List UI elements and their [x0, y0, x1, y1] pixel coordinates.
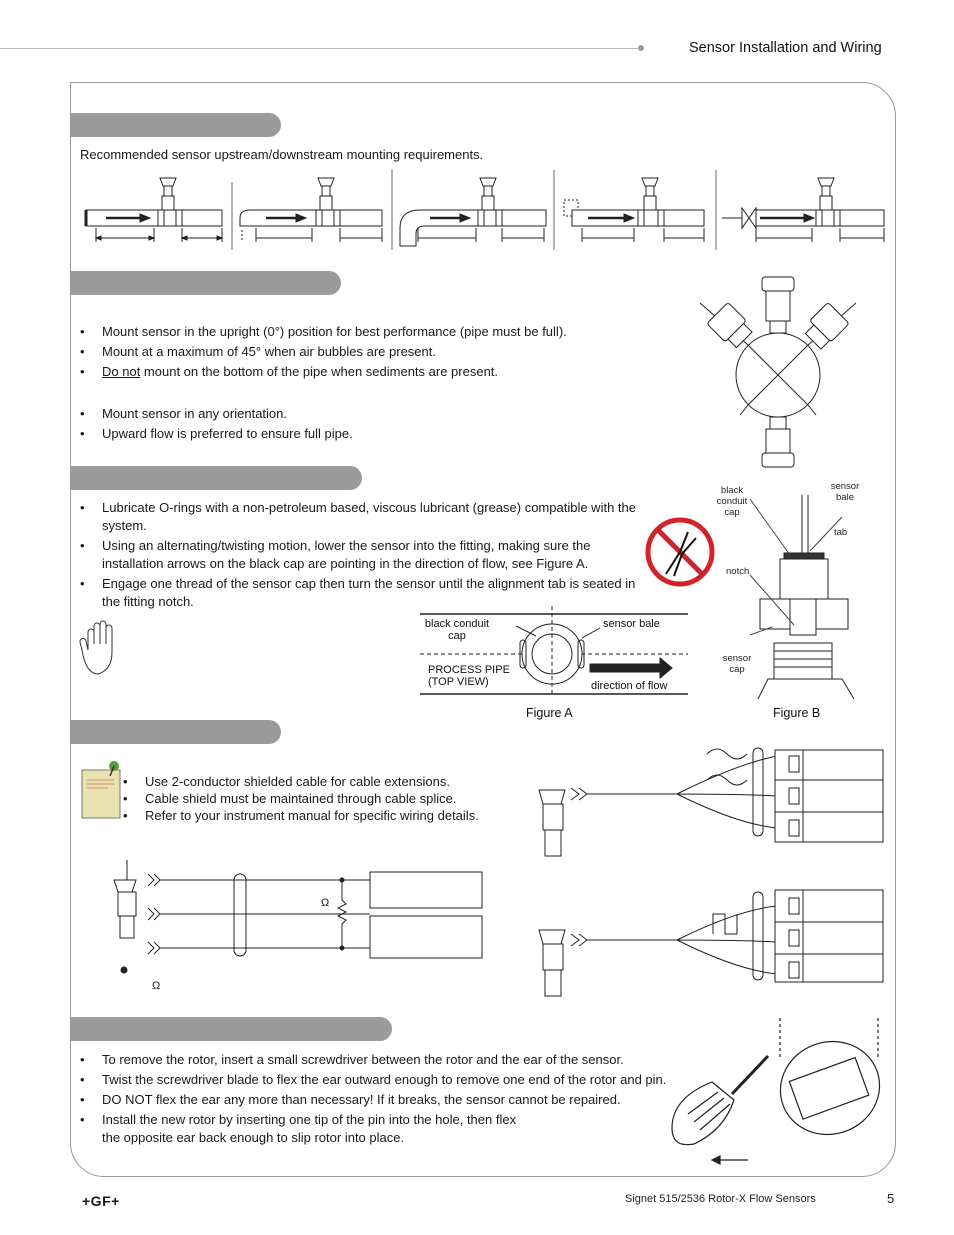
section-bar-wiring — [71, 720, 281, 744]
figb-black-conduit-cap-label: black conduit cap — [716, 485, 748, 518]
resistor-omega-label: Ω — [321, 897, 330, 909]
position-bullet: • Mount sensor in the upright (0°) position for best performance (pipe must be full). — [80, 323, 680, 341]
no-pliers-icon — [644, 516, 716, 588]
header-rule-dot — [638, 45, 644, 51]
sensor-wiring-diagrams — [527, 740, 887, 1020]
installation-bullet: • Using an alternating/twisting motion, lower the sensor into the fitting, making sure the installation arrows on the black cap are pointing in the direction of flow, see Figure A. — [80, 537, 640, 573]
wiring-bullet: • Use 2-conductor shielded cable for cable extensions. — [123, 773, 523, 790]
rotor-replacement-bullets — [80, 1051, 720, 1149]
page-header-title: Sensor Installation and Wiring — [689, 40, 882, 56]
figb-sensor-cap-label: sensor cap — [722, 653, 752, 675]
pinned-note-icon — [78, 758, 124, 820]
figb-tab-label: tab — [834, 527, 848, 538]
header-rule — [0, 48, 640, 49]
wiring-bullets — [123, 773, 523, 824]
position-bullet-rest: mount on the bottom of the pipe when sediments are present. — [140, 364, 499, 379]
figa-direction-label: direction of flow — [591, 680, 668, 692]
footer-product-name: Signet 515/2536 Rotor-X Flow Sensors — [625, 1193, 816, 1205]
section-bar-location — [71, 113, 281, 137]
do-not-emphasis: Do not — [102, 364, 141, 379]
rotor-bullet: • DO NOT flex the ear any more than necessary! If it breaks, the sensor cannot be repaired. — [80, 1091, 720, 1109]
installation-bullets — [80, 499, 640, 613]
installation-bullet: • Engage one thread of the sensor cap then turn the sensor until the alignment tab is seated in the fitting notch. — [80, 575, 640, 611]
figb-notch-label: notch — [726, 566, 750, 577]
figure-b-caption: Figure B — [773, 706, 821, 720]
rotor-bullet: • Twist the screwdriver blade to flex the ear outward enough to remove one end of the rotor and pin. — [80, 1071, 720, 1089]
figure-a-caption: Figure A — [526, 706, 573, 720]
wiring-bullet: • Cable shield must be maintained through cable splice. — [123, 790, 523, 807]
wiring-bullet: • Refer to your instrument manual for specific wiring details. — [123, 807, 523, 824]
mounting-angle-diagram — [700, 275, 870, 475]
position-bullet — [80, 363, 680, 381]
rotor-bullet: • To remove the rotor, insert a small screwdriver between the rotor and the ear of the sensor. — [80, 1051, 720, 1069]
position-bullet: • Mount sensor in any orientation. — [80, 405, 680, 423]
position-bullets-horizontal — [80, 323, 680, 383]
page-number: 5 — [887, 1191, 895, 1206]
pipe-run-diagrams — [78, 170, 898, 260]
section-bar-position — [71, 271, 341, 295]
rotor-removal-diagram — [668, 1012, 888, 1172]
gf-logo: +GF+ — [82, 1193, 120, 1209]
cable-splice-diagram — [110, 860, 490, 990]
resistor-omega-footnote: Ω — [152, 980, 161, 992]
section-bar-rotor — [71, 1017, 392, 1041]
position-bullet: • Upward flow is preferred to ensure full pipe. — [80, 425, 680, 443]
hand-tighten-icon — [82, 620, 132, 680]
position-bullets-vertical — [80, 405, 680, 445]
installation-bullet: • Lubricate O-rings with a non-petroleum based, viscous lubricant (grease) compatible with the system. — [80, 499, 640, 535]
figa-process-pipe-label: PROCESS PIPE (TOP VIEW) — [428, 664, 510, 688]
mounting-requirements-intro: Recommended sensor upstream/downstream mounting requirements. — [80, 147, 484, 162]
figb-sensor-bale-label: sensor bale — [830, 481, 860, 503]
figa-sensor-bale-label: sensor bale — [603, 618, 660, 630]
rotor-bullet: • Install the new rotor by inserting one tip of the pin into the hole, then flex the opposite ear back enough to slip rotor into place. — [80, 1111, 522, 1147]
figure-b-diagram — [750, 495, 880, 705]
figa-black-conduit-cap-label: black conduit cap — [424, 618, 490, 642]
section-bar-installation — [71, 466, 362, 490]
position-bullet: • Mount at a maximum of 45° when air bubbles are present. — [80, 343, 680, 361]
